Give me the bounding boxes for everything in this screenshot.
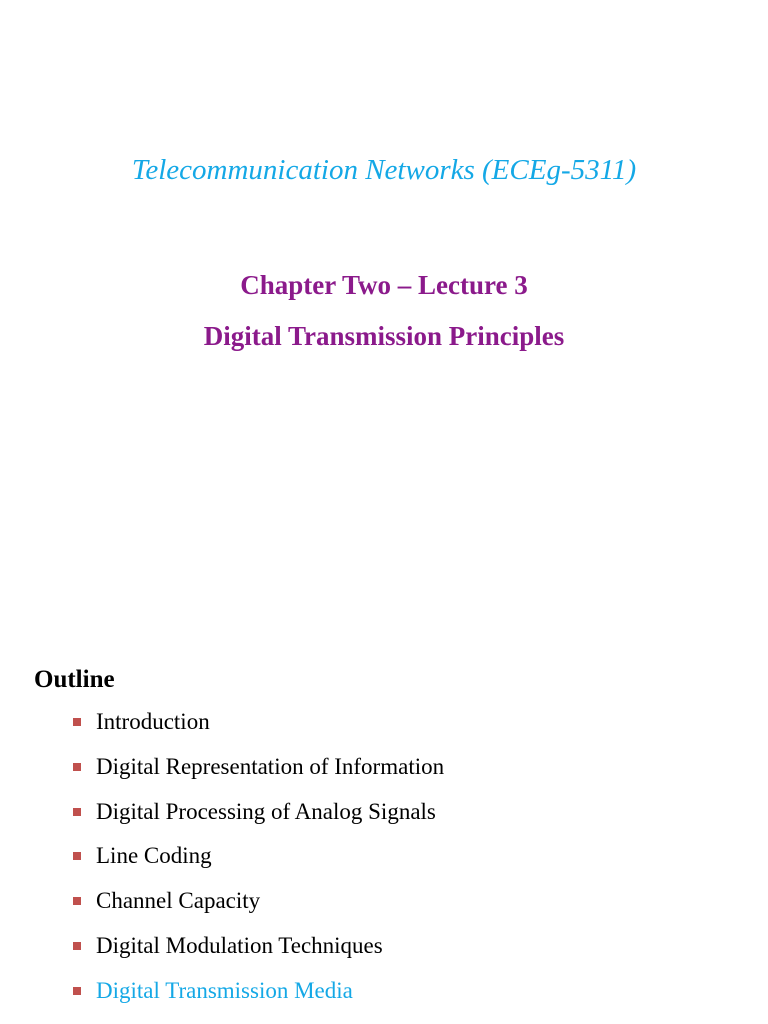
outline-item-label: Line Coding xyxy=(96,843,212,869)
square-bullet-icon xyxy=(73,897,81,905)
outline-item-label: Digital Representation of Information xyxy=(96,753,445,779)
outline-item xyxy=(0,879,768,924)
square-bullet-icon xyxy=(73,718,81,726)
chapter-title: Chapter Two – Lecture 3 xyxy=(240,270,528,300)
outline-item xyxy=(0,700,768,745)
outline-item-label: Digital Processing of Analog Signals xyxy=(96,798,436,824)
square-bullet-icon xyxy=(73,852,81,860)
square-bullet-icon xyxy=(73,987,81,995)
outline-item xyxy=(0,790,768,835)
lecture-topic-title: Digital Transmission Principles xyxy=(203,321,565,351)
outline-item xyxy=(0,745,768,790)
outline-item-label: Digital Modulation Techniques xyxy=(96,932,383,958)
outline-item-current xyxy=(0,969,768,1014)
outline-item xyxy=(0,924,768,969)
outline-heading: Outline xyxy=(34,666,115,693)
square-bullet-icon xyxy=(73,763,81,771)
course-title: Telecommunication Networks (ECEg-5311) xyxy=(131,154,637,186)
outline-item-label: Introduction xyxy=(96,709,210,734)
outline-item-label: Digital Transmission Media xyxy=(96,977,353,1003)
square-bullet-icon xyxy=(73,942,81,950)
square-bullet-icon xyxy=(73,808,81,816)
outline-item-label: Channel Capacity xyxy=(96,888,261,914)
outline-list xyxy=(0,700,768,1014)
outline-item xyxy=(0,834,768,879)
